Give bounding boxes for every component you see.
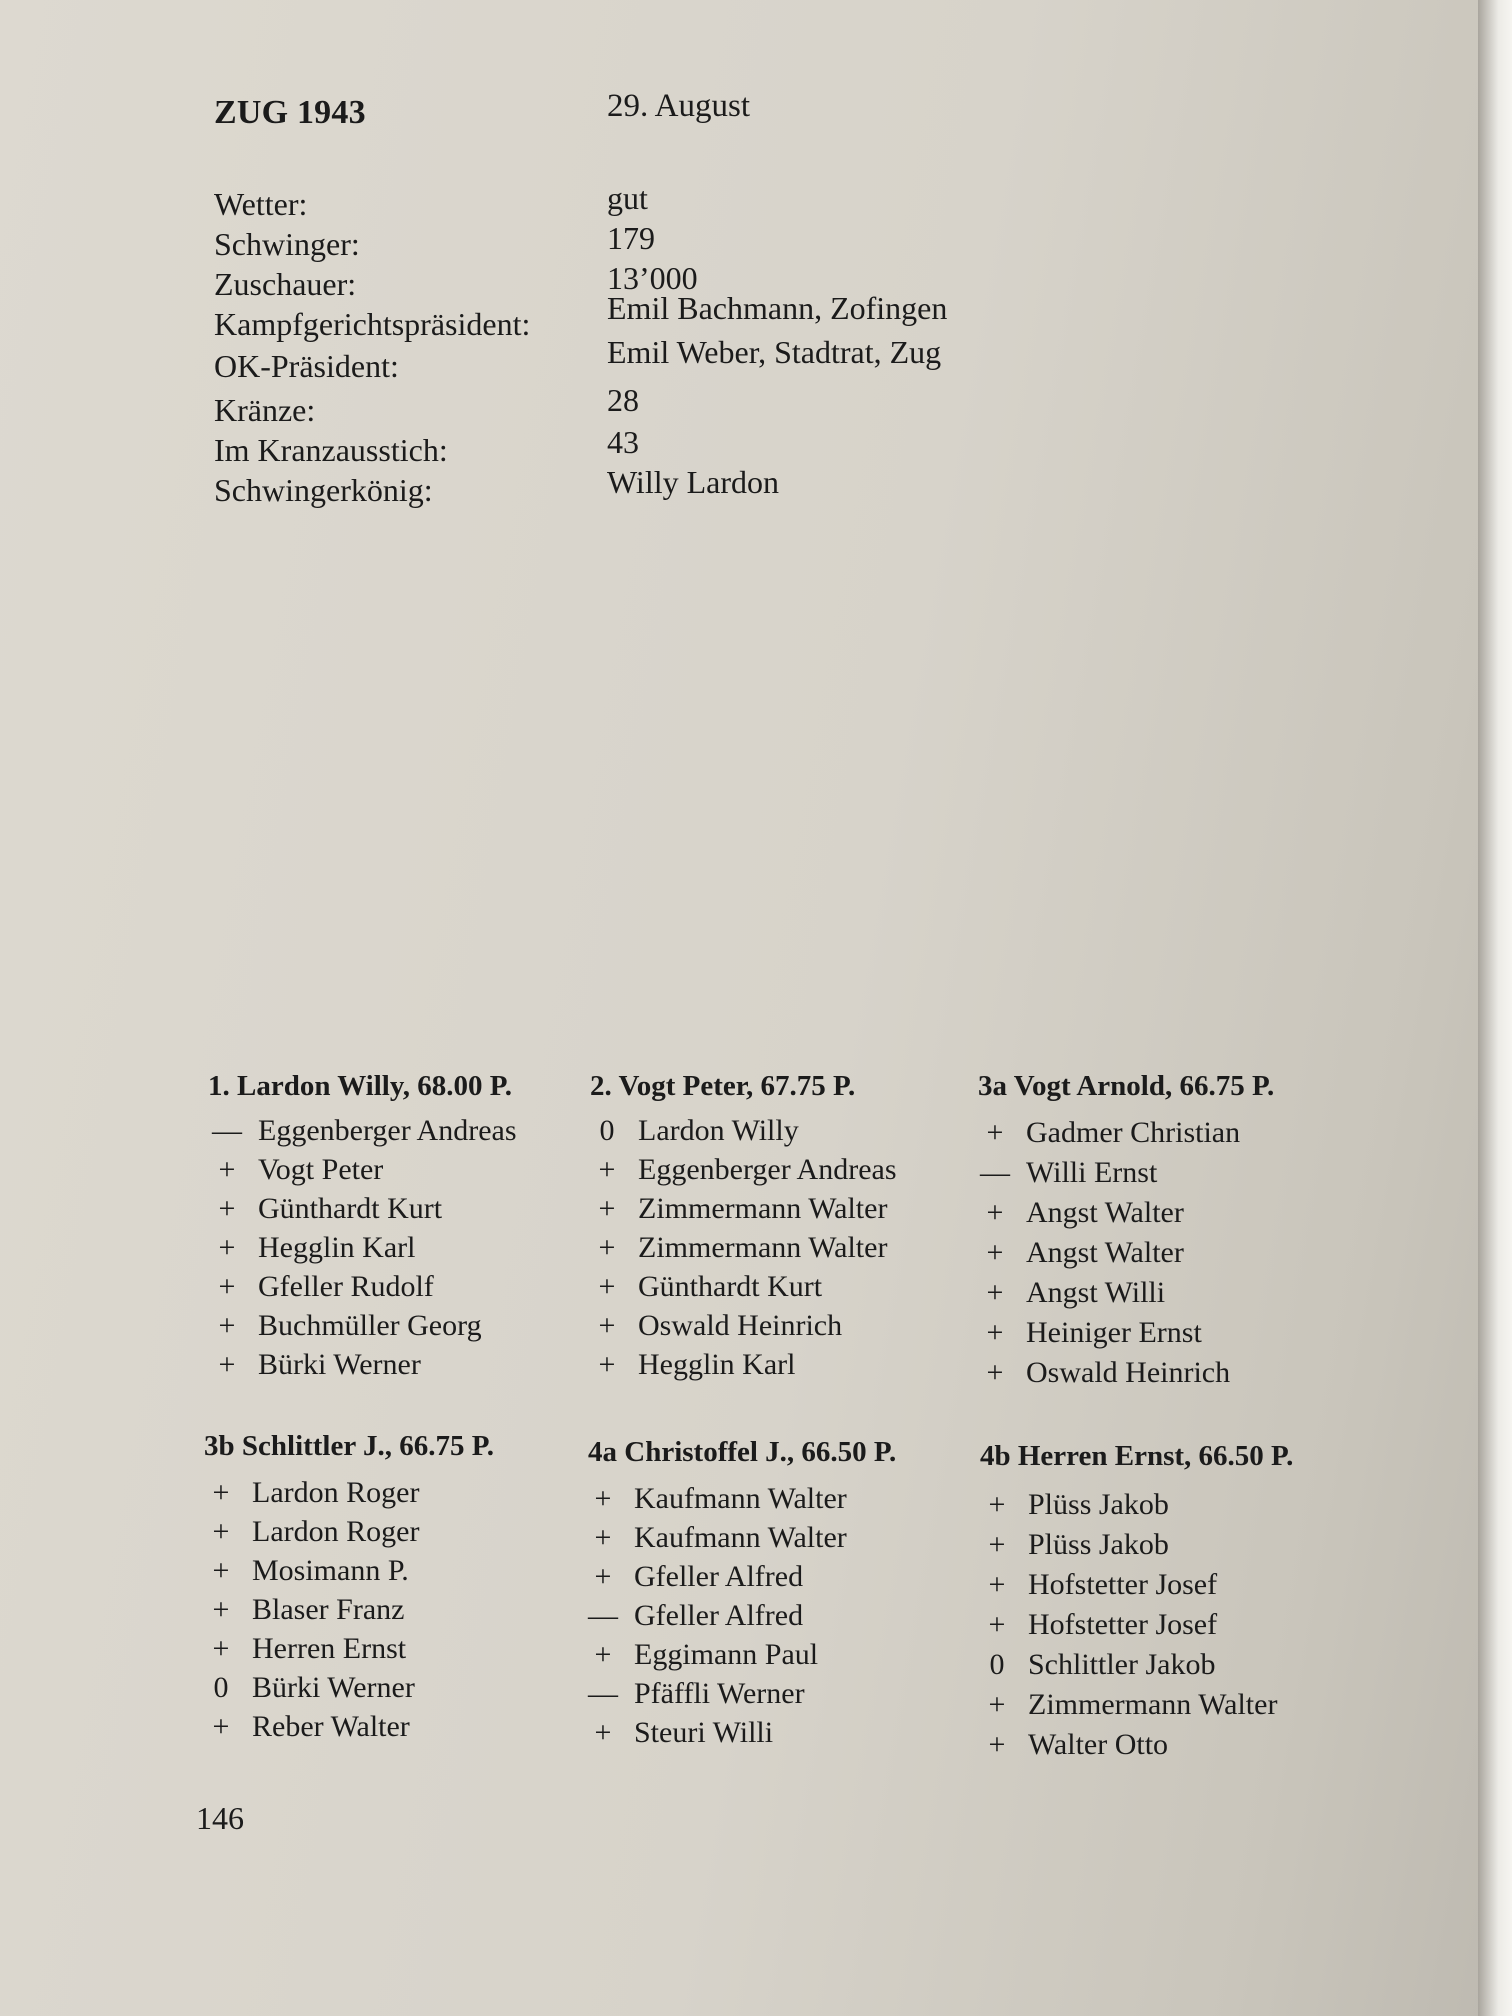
bout-result: + xyxy=(218,1192,236,1225)
bout-result: + xyxy=(212,1710,230,1743)
result-heading: 1. Lardon Willy, 68.00 P. xyxy=(208,1070,513,1102)
bout-result: + xyxy=(986,1356,1004,1389)
bout-result: 0 xyxy=(213,1671,229,1704)
bout-row xyxy=(584,1638,818,1672)
info-value-wetter: gut xyxy=(607,180,648,216)
bout-opponent: Buchmüller Georg xyxy=(258,1309,482,1342)
bout-result: + xyxy=(988,1528,1006,1561)
bout-opponent: Walter Otto xyxy=(1028,1728,1169,1761)
bout-result: + xyxy=(598,1192,616,1225)
bout-row xyxy=(208,1231,415,1265)
bout-opponent: Gfeller Alfred xyxy=(634,1560,804,1593)
bout-result: 0 xyxy=(599,1114,615,1147)
info-label-kranzausstich: Im Kranzausstich: xyxy=(214,432,448,468)
bout-result: + xyxy=(988,1488,1006,1521)
bout-result: — xyxy=(588,1599,618,1632)
bout-result: + xyxy=(598,1270,616,1303)
bout-row xyxy=(208,1153,383,1187)
bout-result: — xyxy=(212,1114,242,1147)
bout-result: + xyxy=(598,1153,616,1186)
event-title: ZUG 1943 xyxy=(214,94,366,131)
bout-result: + xyxy=(986,1236,1004,1269)
bout-result: + xyxy=(594,1716,612,1749)
bout-result: + xyxy=(986,1116,1004,1149)
bout-result: + xyxy=(218,1309,236,1342)
bout-opponent: Zimmermann Walter xyxy=(638,1192,888,1225)
bout-result: + xyxy=(986,1196,1004,1229)
info-label-zuschauer: Zuschauer: xyxy=(214,266,357,302)
bout-opponent: Zimmermann Walter xyxy=(638,1231,888,1264)
bout-result: + xyxy=(212,1476,230,1509)
bout-opponent: Gfeller Alfred xyxy=(634,1599,804,1632)
bout-row xyxy=(202,1671,415,1705)
bout-opponent: Plüss Jakob xyxy=(1028,1528,1169,1561)
bout-row xyxy=(584,1599,803,1633)
info-value-zuschauer: 13’000 xyxy=(607,260,698,296)
info-value-kraenze: 28 xyxy=(607,382,639,418)
bout-result: + xyxy=(212,1554,230,1587)
bout-result: + xyxy=(594,1521,612,1554)
bout-opponent: Heiniger Ernst xyxy=(1026,1316,1202,1349)
bout-row xyxy=(978,1568,1217,1602)
bout-result: + xyxy=(598,1348,616,1381)
bout-opponent: Oswald Heinrich xyxy=(1026,1356,1231,1389)
bout-result: + xyxy=(218,1348,236,1381)
bout-result: + xyxy=(598,1309,616,1342)
bout-opponent: Reber Walter xyxy=(252,1710,410,1743)
bout-result: + xyxy=(988,1568,1006,1601)
info-value-schwingerkoenig: Willy Lardon xyxy=(607,464,779,500)
bout-row xyxy=(584,1560,803,1594)
result-heading: 4b Herren Ernst, 66.50 P. xyxy=(980,1440,1294,1472)
bout-opponent: Kaufmann Walter xyxy=(634,1521,847,1554)
info-value-ok-praesident: Emil Weber, Stadtrat, Zug xyxy=(607,334,942,370)
bout-opponent: Steuri Willi xyxy=(634,1716,774,1749)
bout-row xyxy=(978,1728,1168,1762)
bout-row xyxy=(588,1114,799,1148)
bout-row xyxy=(976,1236,1184,1270)
info-value-kampfgericht: Emil Bachmann, Zofingen xyxy=(607,290,948,326)
bout-row xyxy=(976,1116,1240,1150)
bout-row xyxy=(584,1521,847,1555)
bout-row xyxy=(976,1156,1157,1190)
bout-result: + xyxy=(212,1593,230,1626)
bout-result: + xyxy=(988,1608,1006,1641)
bout-opponent: Angst Walter xyxy=(1026,1196,1184,1229)
bout-result: 0 xyxy=(989,1648,1005,1681)
bout-opponent: Mosimann P. xyxy=(252,1554,409,1587)
bout-row xyxy=(584,1716,773,1750)
info-label-wetter: Wetter: xyxy=(214,186,308,222)
info-label-ok-praesident: OK-Präsident: xyxy=(214,348,399,384)
bout-result: + xyxy=(988,1688,1006,1721)
bout-opponent: Hegglin Karl xyxy=(638,1348,796,1381)
info-value-kranzausstich: 43 xyxy=(607,424,639,460)
bout-row xyxy=(588,1192,887,1226)
bout-row xyxy=(202,1476,419,1510)
bout-row xyxy=(584,1482,847,1516)
bout-row xyxy=(202,1554,409,1588)
bout-row xyxy=(208,1192,442,1226)
bout-result: + xyxy=(218,1270,236,1303)
bout-result: + xyxy=(598,1231,616,1264)
result-heading: 3b Schlittler J., 66.75 P. xyxy=(204,1430,495,1462)
page-number: 146 xyxy=(196,1800,244,1836)
result-heading: 4a Christoffel J., 66.50 P. xyxy=(588,1436,897,1468)
bout-result: — xyxy=(980,1156,1010,1189)
bout-opponent: Hegglin Karl xyxy=(258,1231,416,1264)
bout-opponent: Willi Ernst xyxy=(1026,1156,1158,1189)
bout-opponent: Eggenberger Andreas xyxy=(638,1153,897,1186)
bout-opponent: Bürki Werner xyxy=(252,1671,415,1704)
bout-opponent: Eggenberger Andreas xyxy=(258,1114,517,1147)
info-label-kampfgericht: Kampfgerichtspräsident: xyxy=(214,306,531,342)
bout-row xyxy=(202,1710,410,1744)
bout-result: + xyxy=(986,1276,1004,1309)
bout-result: + xyxy=(594,1560,612,1593)
bout-row xyxy=(202,1632,406,1666)
bout-row xyxy=(202,1515,419,1549)
bout-row xyxy=(978,1528,1169,1562)
bout-result: + xyxy=(988,1728,1006,1761)
bout-row xyxy=(588,1153,897,1187)
bout-row xyxy=(976,1276,1165,1310)
bout-opponent: Gfeller Rudolf xyxy=(258,1270,434,1303)
bout-opponent: Günthardt Kurt xyxy=(258,1192,443,1225)
bout-result: + xyxy=(212,1515,230,1548)
bout-opponent: Hofstetter Josef xyxy=(1028,1608,1218,1641)
bout-opponent: Blaser Franz xyxy=(252,1593,405,1626)
result-heading: 2. Vogt Peter, 67.75 P. xyxy=(590,1070,856,1102)
bout-row xyxy=(584,1677,805,1711)
bout-opponent: Schlittler Jakob xyxy=(1028,1648,1216,1681)
bout-row xyxy=(588,1270,822,1304)
bout-opponent: Angst Willi xyxy=(1026,1276,1166,1309)
bout-result: + xyxy=(212,1632,230,1665)
bout-result: + xyxy=(594,1638,612,1671)
bout-opponent: Lardon Roger xyxy=(252,1476,420,1509)
info-label-schwinger: Schwinger: xyxy=(214,226,360,262)
bout-opponent: Herren Ernst xyxy=(252,1632,407,1665)
bout-opponent: Kaufmann Walter xyxy=(634,1482,847,1515)
bout-opponent: Lardon Willy xyxy=(638,1114,799,1147)
bout-row xyxy=(208,1309,482,1343)
bout-row xyxy=(976,1356,1230,1390)
bout-result: — xyxy=(588,1677,618,1710)
bout-opponent: Oswald Heinrich xyxy=(638,1309,843,1342)
result-heading: 3a Vogt Arnold, 66.75 P. xyxy=(978,1070,1275,1102)
bout-opponent: Plüss Jakob xyxy=(1028,1488,1169,1521)
bout-row xyxy=(208,1270,434,1304)
bout-opponent: Angst Walter xyxy=(1026,1236,1184,1269)
bout-result: + xyxy=(218,1153,236,1186)
bout-row xyxy=(208,1348,421,1382)
bout-opponent: Hofstetter Josef xyxy=(1028,1568,1218,1601)
bout-row xyxy=(976,1196,1184,1230)
bout-opponent: Pfäffli Werner xyxy=(634,1677,805,1710)
bout-result: + xyxy=(218,1231,236,1264)
bout-row xyxy=(588,1348,795,1382)
bout-opponent: Lardon Roger xyxy=(252,1515,420,1548)
bout-result: + xyxy=(986,1316,1004,1349)
bout-result: + xyxy=(594,1482,612,1515)
bout-row xyxy=(588,1231,887,1265)
bout-row xyxy=(978,1688,1277,1722)
bout-opponent: Zimmermann Walter xyxy=(1028,1688,1278,1721)
bout-opponent: Vogt Peter xyxy=(258,1153,384,1186)
page-edge xyxy=(1478,0,1512,2016)
bout-row xyxy=(978,1608,1217,1642)
info-value-schwinger: 179 xyxy=(607,220,655,256)
bout-row xyxy=(978,1648,1215,1682)
bout-row xyxy=(202,1593,404,1627)
bout-opponent: Eggimann Paul xyxy=(634,1638,819,1671)
bout-opponent: Gadmer Christian xyxy=(1026,1116,1241,1149)
event-date: 29. August xyxy=(607,88,751,124)
info-label-schwingerkoenig: Schwingerkönig: xyxy=(214,472,433,508)
bout-row xyxy=(976,1316,1202,1350)
bout-row xyxy=(978,1488,1169,1522)
bout-opponent: Günthardt Kurt xyxy=(638,1270,823,1303)
bout-row xyxy=(208,1114,517,1148)
bout-opponent: Bürki Werner xyxy=(258,1348,421,1381)
bout-row xyxy=(588,1309,842,1343)
info-label-kraenze: Kränze: xyxy=(214,392,316,428)
